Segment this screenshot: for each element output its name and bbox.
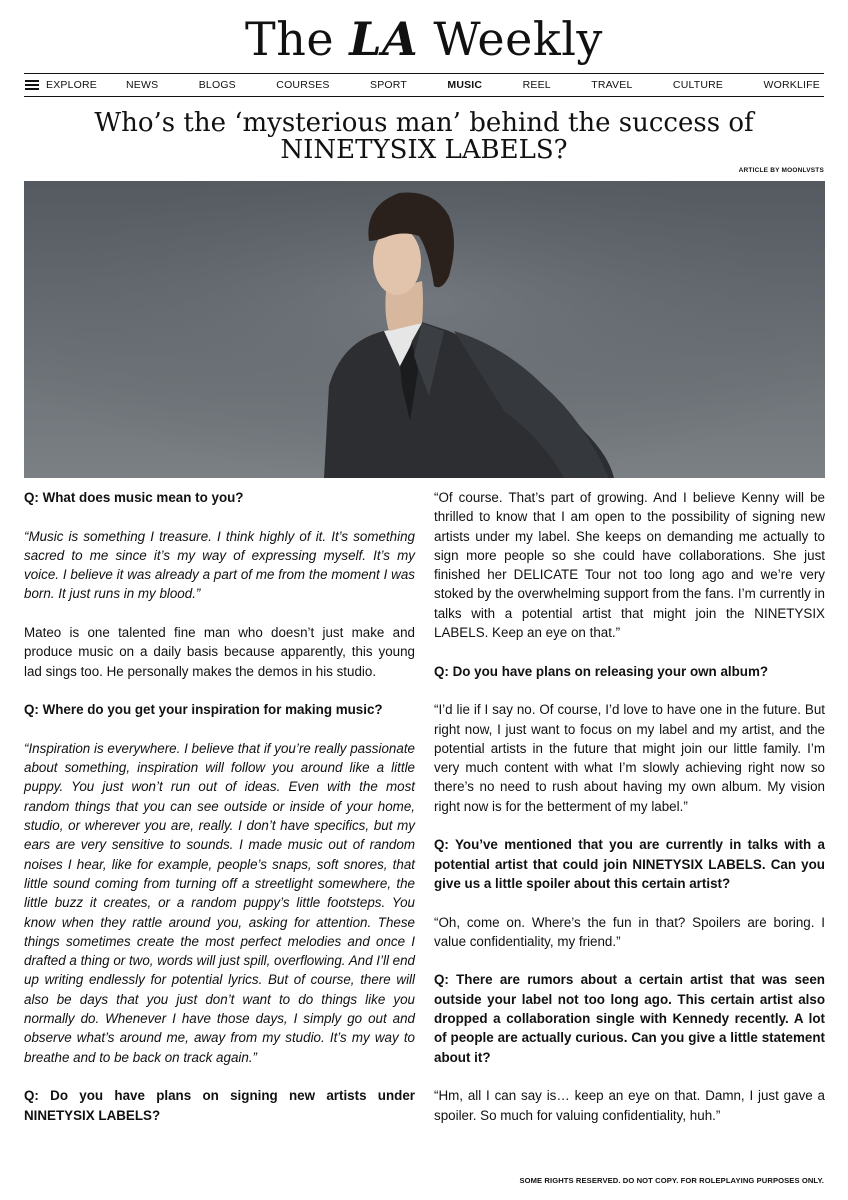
question-inspiration: Q: Where do you get your inspiration for making music? xyxy=(24,702,383,718)
answer-own-album: “I’d lie if I say no. Of course, I’d love to have one in the future. But right now, I just want to focus on my label and my artist, and the potential artists in the future that might join our little family. I’m very much content with what I’m slowly achieving right now so there’s no need to rush about having my own album. My vision right now is for the betterment of my label.” xyxy=(434,702,825,814)
question-new-artists: Q: Do you have plans on signing new artists under NINETYSIX LABELS? xyxy=(24,1088,415,1123)
nav-item-blogs[interactable]: BLOGS xyxy=(198,79,236,91)
answer-new-artists: “Of course. That’s part of growing. And I believe Kenny will be thrilled to know that I am open to the possibility of signing new artists under my label. She keeps on demanding me actually to sign more people so she could have collaborations. She just finished her DELICATE Tour not too long ago and we’re very stoked by the overwhelming support from the fans. I’m currently in talks with a potential artist that might join the NINETYSIX LABELS. Keep an eye on that.” xyxy=(434,490,825,641)
question-own-album: Q: Do you have plans on releasing your own album? xyxy=(434,663,769,679)
explore-label: EXPLORE xyxy=(46,79,98,91)
question-rumors: Q: There are rumors about a certain artist that was seen outside your label not too long ago. This certain artist also dropped a collaboration single with Kennedy recently. A lot of people are actually curious. Can you give a little statement about it? xyxy=(434,972,825,1065)
article-left-column xyxy=(24,488,415,1125)
rights-notice: SOME RIGHTS RESERVED. DO NOT COPY. FOR ROLEPLAYING PURPOSES ONLY. xyxy=(519,1176,824,1185)
explore-menu-button[interactable] xyxy=(24,79,100,91)
question-music-meaning: Q: What does music mean to you? xyxy=(24,490,244,505)
answer-music-meaning: “Music is something I treasure. I think highly of it. It’s something sacred to me since it’s my way of expressing myself. It’s my voice. I believe it was already a part of me from the moment I was born. It just runs in my blood.” xyxy=(24,528,415,602)
article-photo xyxy=(24,181,825,478)
answer-rumors: “Hm, all I can say is… keep an eye on that. Damn, I just gave a spoiler. So much for valuing confidentiality, huh.” xyxy=(434,1088,825,1123)
question-spoiler: Q: You’ve mentioned that you are currently in talks with a potential artist that could join NINETYSIX LABELS. Can you give us a little spoiler about this certain artist? xyxy=(434,837,825,891)
narrative-paragraph: Mateo is one talented fine man who doesn’t just make and produce music on a daily basis because apparently, this young lad sings too. He personally makes the demos in his studio. xyxy=(24,625,415,679)
article-byline: ARTICLE BY MOONLVSTS xyxy=(738,167,824,174)
masthead-the: The xyxy=(245,12,335,66)
answer-inspiration: “Inspiration is everywhere. I believe that if you’re really passionate about something, inspiration will follow you around like a little puppy. You just won’t run out of ideas. Even with the most random things that you can see outside or inside of your home, studio, or wherever you are, really. I don’t have specifics, but my ears are very sensitive to sounds. I made music out of random noises I hear, like for example, people’s snaps, soft snores, that little sound coming from turning off a streetlight somewhere, the little buzz it creates, or a random puppy’s little footsteps. You know when they rattle around you, asking for attention. These things sometimes create the most perfect melodies and once I drafted a thing or two, words will just spill, overflowing. And I’ll end up writing endlessly for potential lyrics. But of course, there will also be days that you just don’t want to do things like you normally do. Whenever I have those days, I simply go out and observe what’s around me, away from my studio. It’s my way to breathe and to be back on track again.” xyxy=(24,740,415,1065)
masthead-weekly: Weekly xyxy=(433,12,603,66)
main-nav xyxy=(24,73,824,97)
nav-items xyxy=(100,79,824,91)
masthead-la: LA xyxy=(349,12,419,66)
headline-line-1: Who’s the ‘mysterious man’ behind the success of xyxy=(94,108,754,138)
article-headline xyxy=(24,110,824,164)
masthead-logo xyxy=(0,12,848,66)
nav-item-culture[interactable]: CULTURE xyxy=(672,79,724,91)
nav-item-sport[interactable]: SPORT xyxy=(370,79,407,91)
hamburger-icon xyxy=(25,80,39,90)
article-right-column xyxy=(434,488,825,1125)
nav-item-courses[interactable]: COURSES xyxy=(276,79,330,91)
nav-item-news[interactable]: NEWS xyxy=(126,79,159,91)
nav-item-travel[interactable]: TRAVEL xyxy=(591,79,633,91)
answer-spoiler: “Oh, come on. Where’s the fun in that? Spoilers are boring. I value confidentiality, my friend.” xyxy=(434,914,825,949)
nav-item-worklife[interactable]: WORKLIFE xyxy=(763,79,820,91)
nav-item-reel[interactable]: REEL xyxy=(522,79,551,91)
portrait-illustration xyxy=(24,181,825,478)
nav-item-music[interactable]: MUSIC xyxy=(447,79,483,91)
headline-line-2: NINETYSIX LABELS? xyxy=(280,135,568,165)
